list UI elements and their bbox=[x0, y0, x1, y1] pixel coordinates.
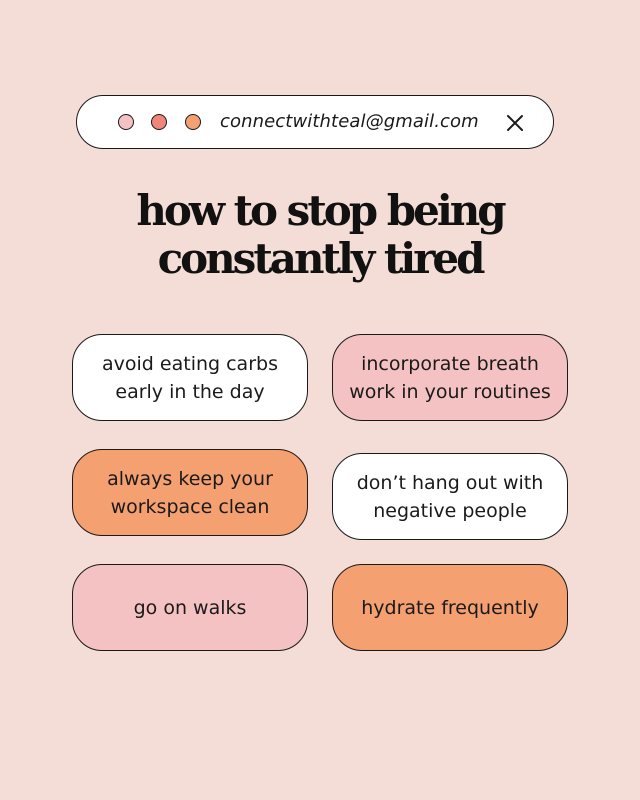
browser-window-bar bbox=[76, 95, 554, 149]
tip-card-text: avoid eating carbs early in the day bbox=[102, 352, 278, 403]
window-dot-coral[interactable] bbox=[151, 114, 167, 130]
page-title-line-2: constantly tired bbox=[157, 234, 483, 283]
tip-card-clean-workspace bbox=[72, 449, 308, 536]
tip-card-text: don’t hang out with negative people bbox=[356, 471, 544, 522]
tip-card-avoid-carbs bbox=[72, 334, 308, 421]
tip-card-hydrate bbox=[332, 564, 568, 651]
tip-card-text: incorporate breath work in your routines bbox=[349, 352, 551, 403]
tip-card-walks bbox=[72, 564, 308, 651]
window-dot-pink[interactable] bbox=[118, 114, 134, 130]
close-icon[interactable] bbox=[505, 113, 525, 133]
tip-card-breath-work bbox=[332, 334, 568, 421]
tip-card-text: go on walks bbox=[133, 596, 247, 619]
email-address: connectwithteal@gmail.com bbox=[220, 111, 479, 132]
tip-card-negative-people bbox=[332, 453, 568, 540]
window-dot-orange[interactable] bbox=[185, 114, 201, 130]
page-title-line-1: how to stop being bbox=[136, 186, 504, 235]
tip-card-text: always keep your workspace clean bbox=[107, 467, 273, 518]
tip-card-text: hydrate frequently bbox=[361, 596, 539, 619]
